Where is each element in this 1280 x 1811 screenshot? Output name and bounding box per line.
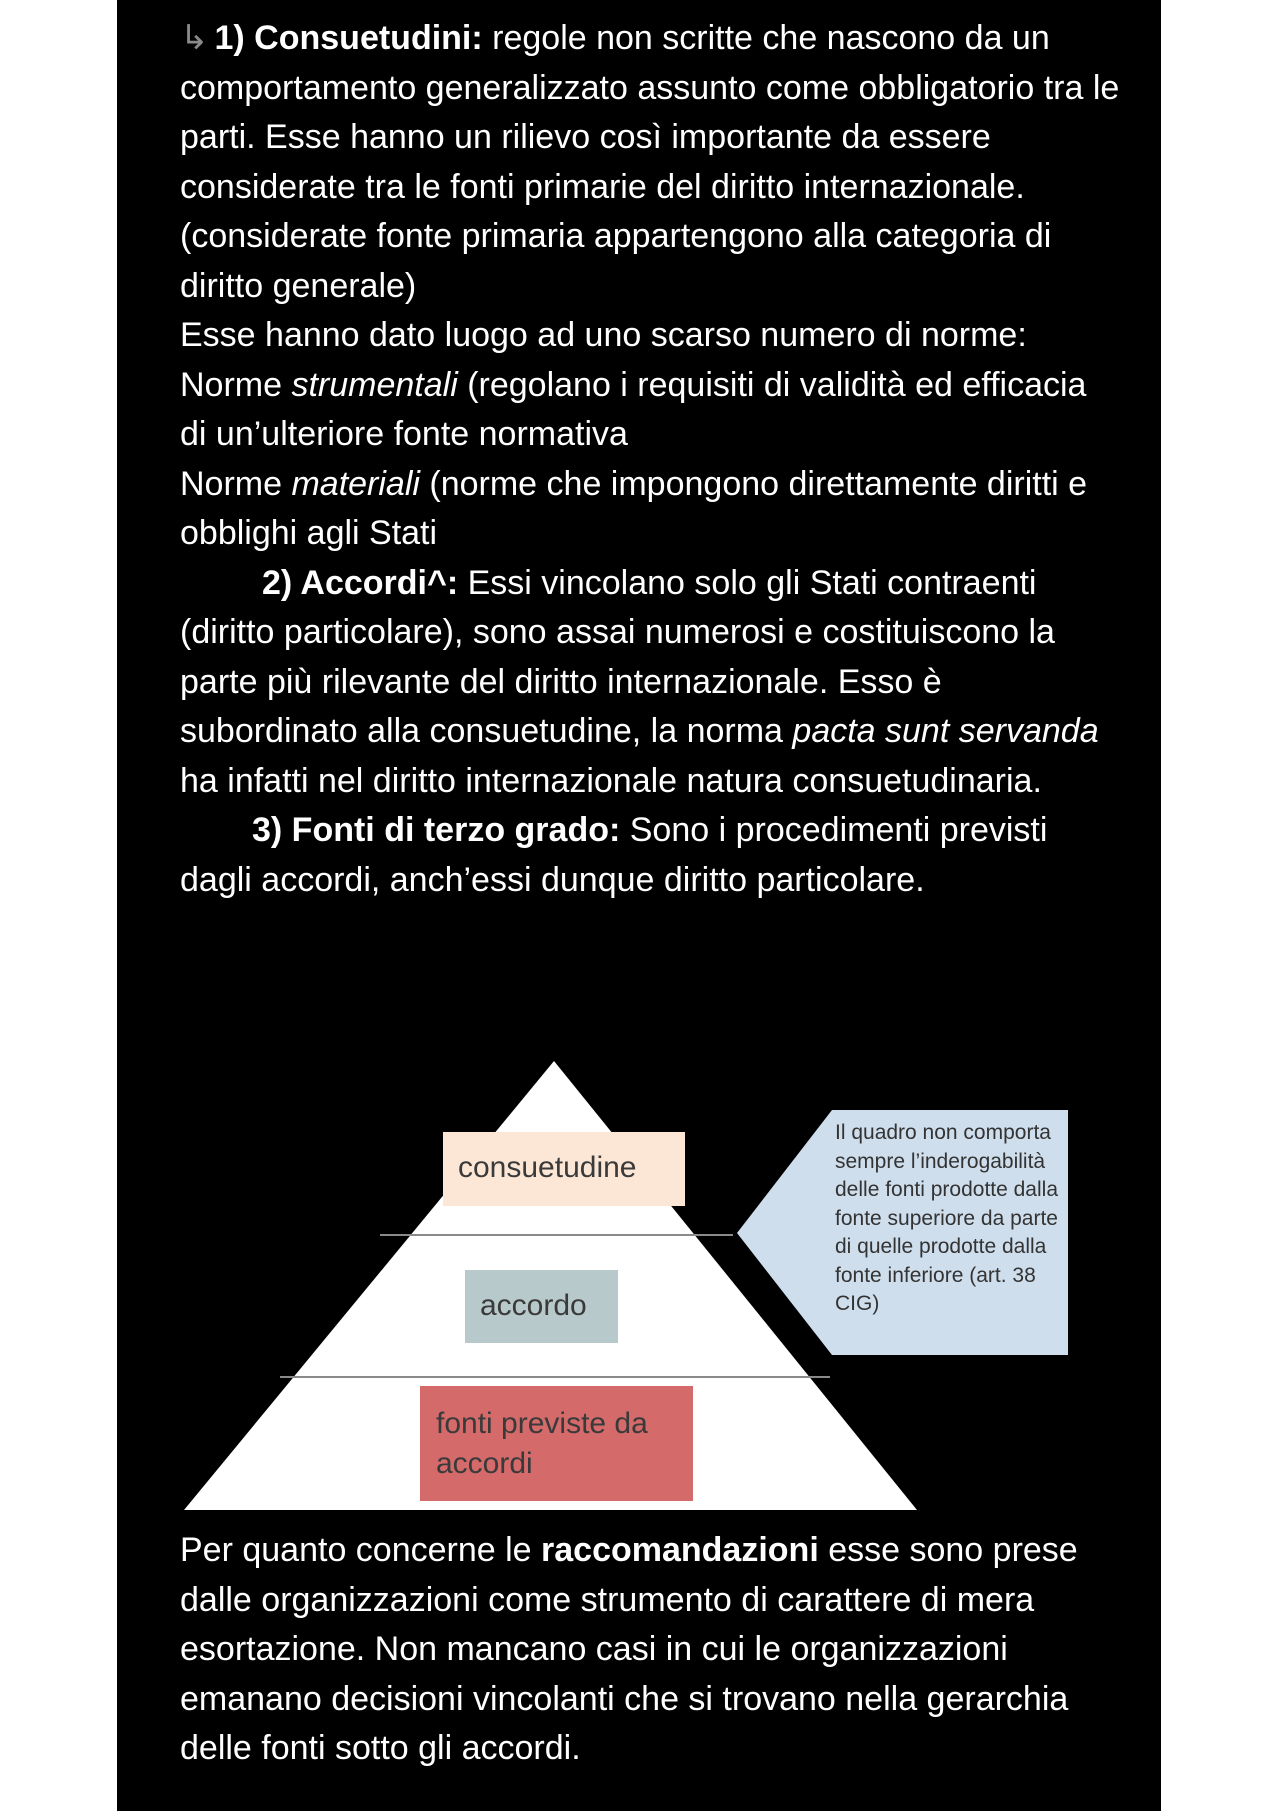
strumentali-prefix: Norme: [180, 365, 292, 404]
heading-accordi: 2) Accordi^:: [262, 563, 459, 602]
norme-materiali: [180, 460, 1120, 559]
materiali-text: (norme che impongono direttamente diritti e obblighi agli Stati: [180, 464, 1088, 552]
level-consuetudine: consuetudine: [443, 1132, 685, 1206]
consuetudini-text: regole non scritte che nascono da un comportamento generalizzato assunto come obbligatorio tra le parti. Esse hanno un rilievo così importante da essere considerate tra le fonti primarie del diritto internazionale. (considerate fonte primaria appartengono alla categoria di diritto generale): [180, 19, 1120, 305]
accordi-text-b: ha infatti nel diritto internazionale natura consuetudinaria.: [180, 761, 1042, 800]
sources-hierarchy-diagram: [180, 1055, 1120, 1515]
raccomandazioni-term: raccomandazioni: [541, 1531, 819, 1569]
return-arrow-icon: ↳: [180, 19, 209, 57]
materiali-prefix: Norme: [180, 464, 292, 503]
materiali-term: materiali: [291, 464, 420, 503]
fonti-terzo-grado-text: Sono i procedimenti previsti dagli accordi, anch’essi dunque diritto particolare.: [180, 811, 1048, 899]
strumentali-text: (regolano i requisiti di validità ed efficacia di un’ulteriore fonte normativa: [180, 365, 1087, 453]
callout-note: Il quadro non comporta sempre l’inderogabilità delle fonti prodotte dalla fonte superiore da parte di quelle prodotte dalla fonte inferiore (art. 38 CIG): [835, 1121, 1058, 1315]
raccomandazioni-text-a: Per quanto concerne le: [180, 1531, 542, 1569]
paragraph-accordi: [180, 559, 1120, 807]
paragraph-consuetudini: [180, 14, 1120, 311]
level-fonti-previste: fonti previste da accordi: [420, 1386, 693, 1501]
paragraph-raccomandazioni: [180, 1526, 1120, 1774]
document-body-bottom: [180, 1526, 1120, 1774]
accordi-text-a: Essi vincolano solo gli Stati contraenti (diritto particolare), sono assai numerosi e costituiscono la parte più rilevante del diritto internazionale. Esso è subordinato alla consuetudine, la norma: [180, 563, 1055, 750]
paragraph-fonti-terzo-grado: [180, 806, 1120, 905]
raccomandazioni-text-b: esse sono prese dalle organizzazioni come strumento di carattere di mera esortazione. Non mancano casi in cui le organizzazioni emanano decisioni vincolanti che si trovano nella gerarchia delle fonti sotto gli accordi.: [180, 1531, 1078, 1767]
document-body: [180, 14, 1120, 905]
norme-intro: Esse hanno dato luogo ad uno scarso numero di norme:: [180, 316, 1027, 354]
pacta-sunt-servanda: pacta sunt servanda: [792, 712, 1099, 750]
norme-strumentali: [180, 361, 1120, 460]
level-accordo: accordo: [465, 1270, 618, 1343]
document-page: [117, 0, 1161, 1811]
heading-consuetudini: 1) Consuetudini:: [214, 19, 483, 57]
heading-fonti-terzo-grado: 3) Fonti di terzo grado:: [252, 811, 621, 849]
strumentali-term: strumentali: [291, 365, 458, 404]
